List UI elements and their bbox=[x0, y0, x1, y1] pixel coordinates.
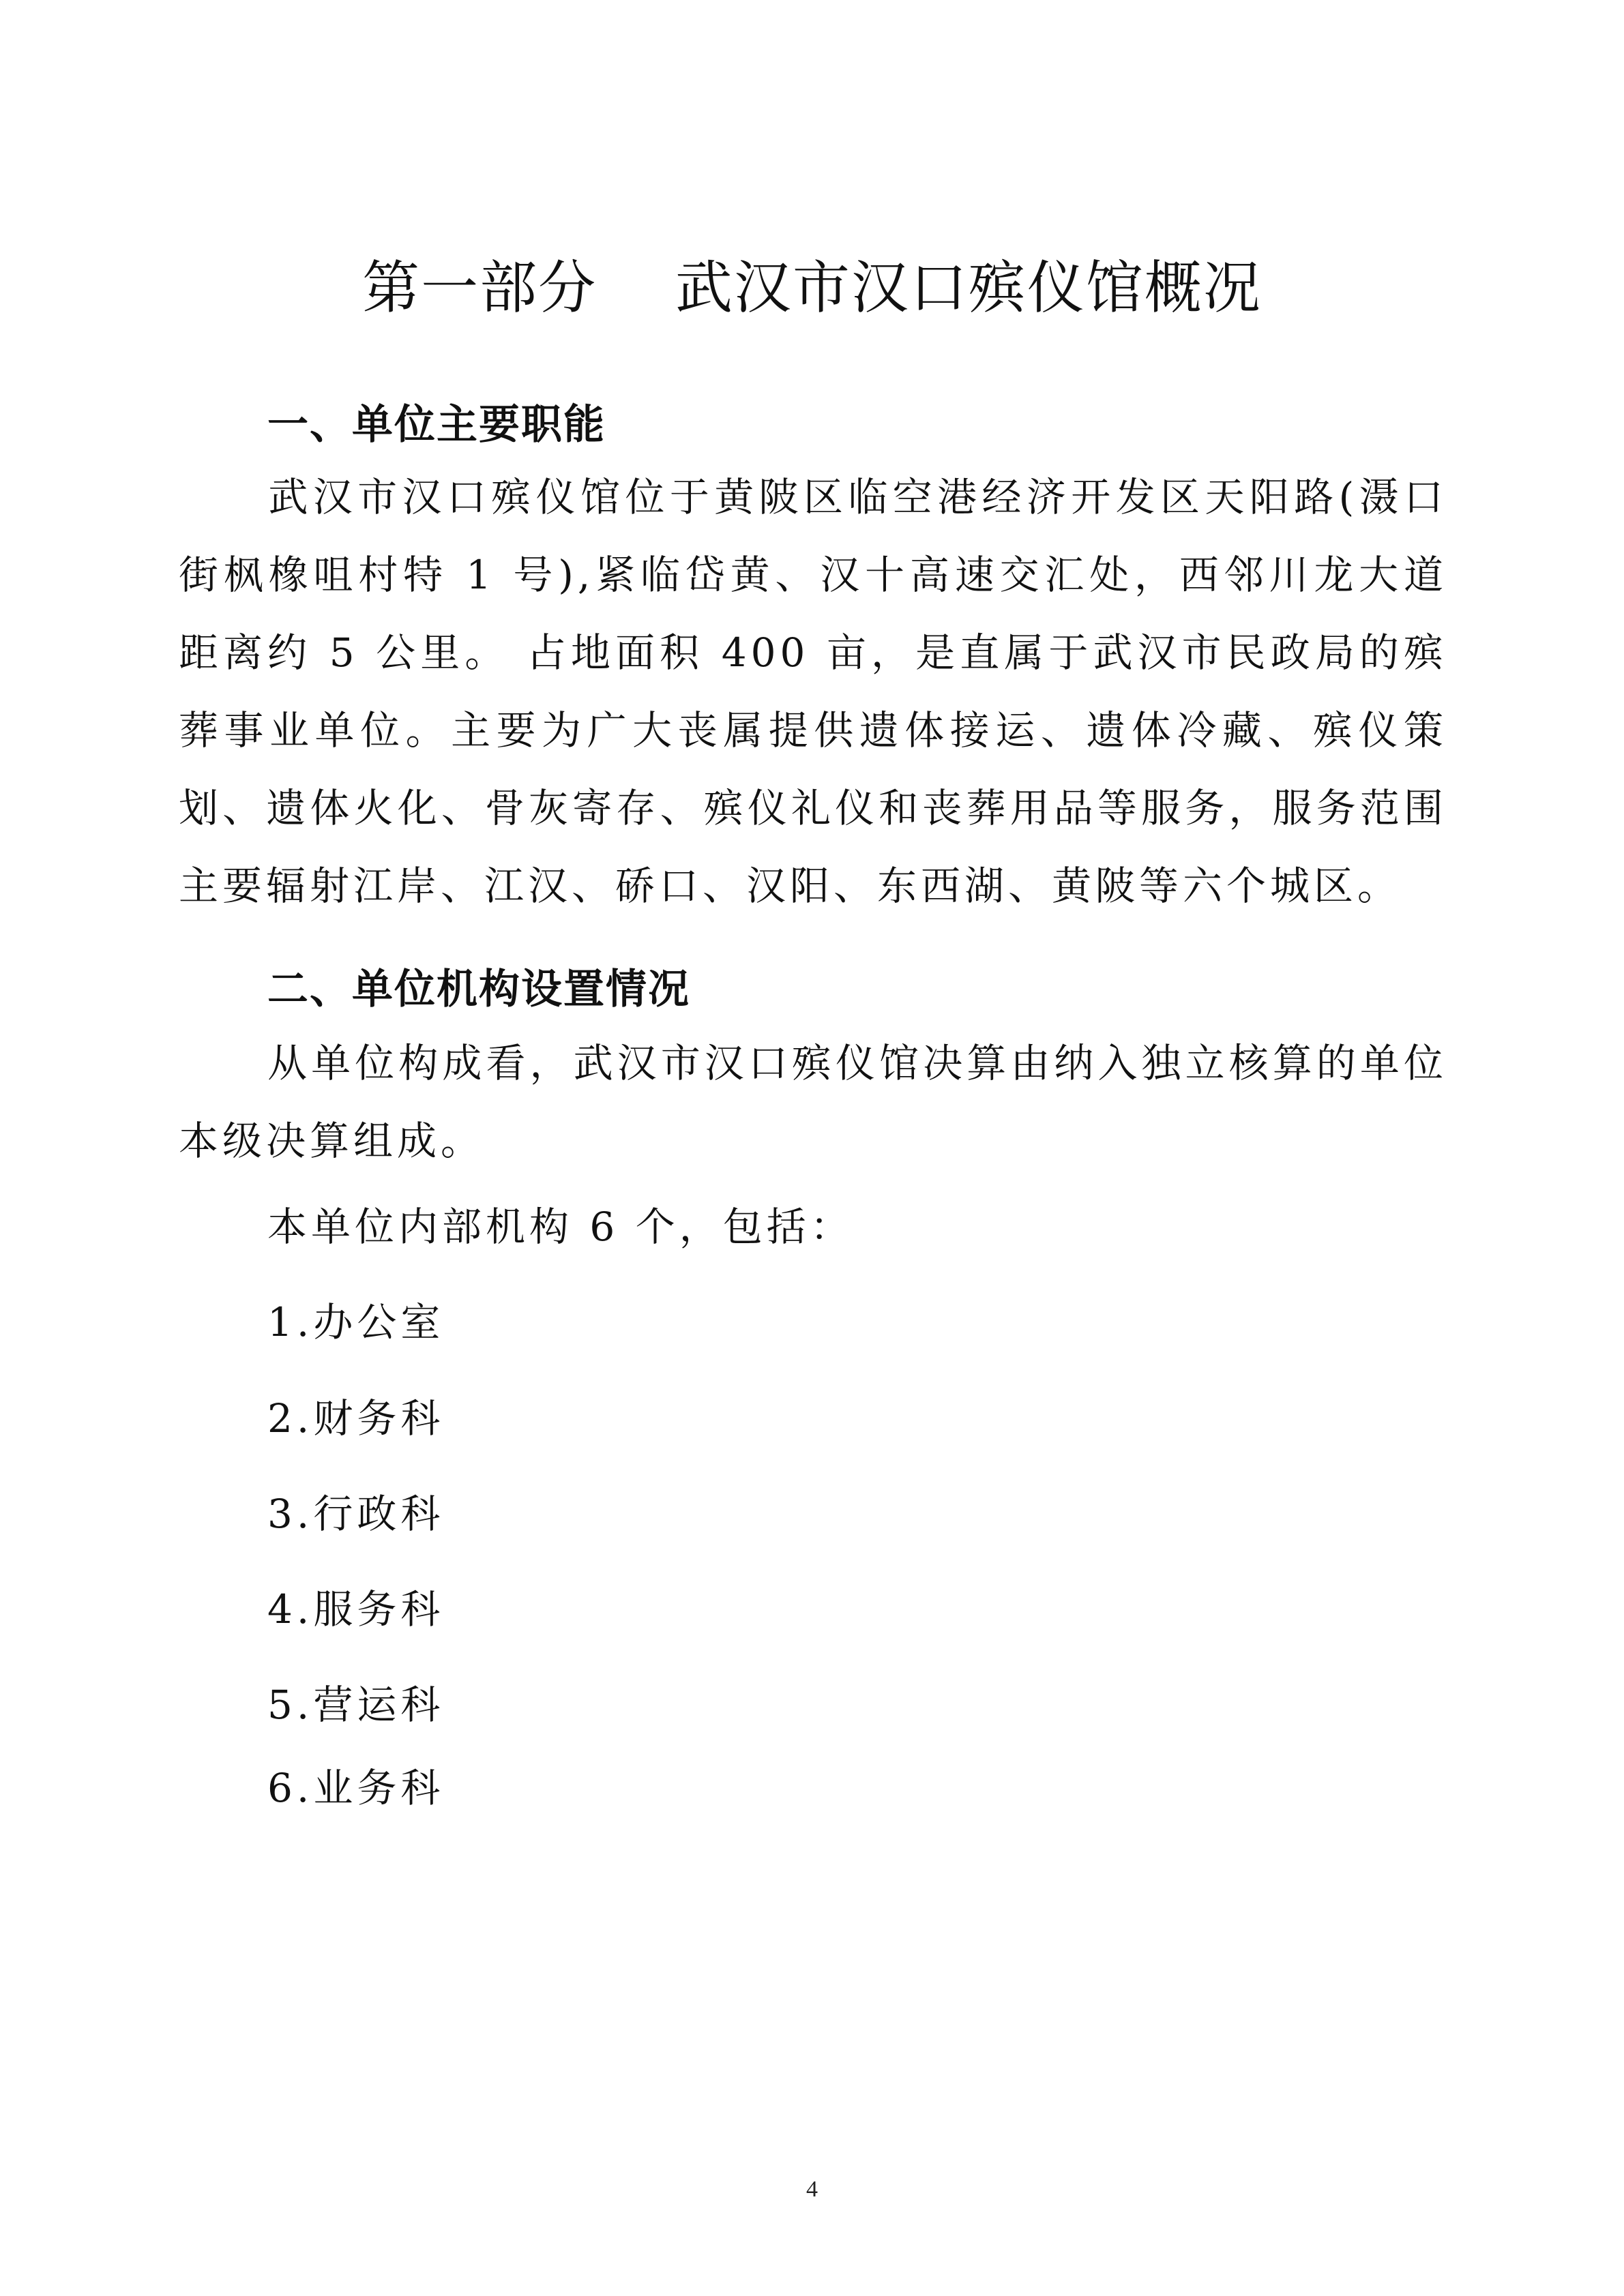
functions-paragraph-text: 武汉市汉口殡仪馆位于黄陂区临空港经济开发区天阳路(滠口街枫橡咀村特 1 号),紧临岱黄、汉十高速交汇处，西邻川龙大道距离约 5 公里。 占地面积 400 亩，是直属于武汉市民政局的殡葬事业单位。主要为广大丧属提供遗体接运、遗体冷藏、殡仪策划、遗体火化、骨灰寄存、殡仪礼仪和丧葬用品等服务，服务范围主要辐射江岸、江汉、硚口、汉阳、东西湖、黄陂等六个城区。 bbox=[179, 474, 1447, 909]
list-item: 1.办公室 bbox=[267, 1299, 445, 1345]
list-item: 2.财务科 bbox=[267, 1395, 445, 1442]
list-item: 4.服务科 bbox=[267, 1586, 445, 1632]
structure-paragraph-text: 从单位构成看，武汉市汉口殡仪馆决算由纳入独立核算的单位本级决算组成。 bbox=[179, 1040, 1447, 1164]
functions-paragraph bbox=[179, 458, 1447, 925]
section-heading-functions: 一、单位主要职能 bbox=[267, 401, 606, 449]
structure-paragraph bbox=[179, 1024, 1447, 1180]
list-item: 3.行政科 bbox=[267, 1491, 445, 1537]
structure-intro: 本单位内部机构 6 个，包括： bbox=[267, 1204, 854, 1250]
list-item: 5.营运科 bbox=[267, 1682, 445, 1728]
page-title: 第一部分 武汉市汉口殡仪馆概况 bbox=[362, 254, 1262, 321]
list-item: 6.业务科 bbox=[267, 1765, 445, 1811]
page-number: 4 bbox=[806, 2177, 818, 2202]
section-heading-structure: 二、单位机构设置情况 bbox=[267, 966, 690, 1013]
